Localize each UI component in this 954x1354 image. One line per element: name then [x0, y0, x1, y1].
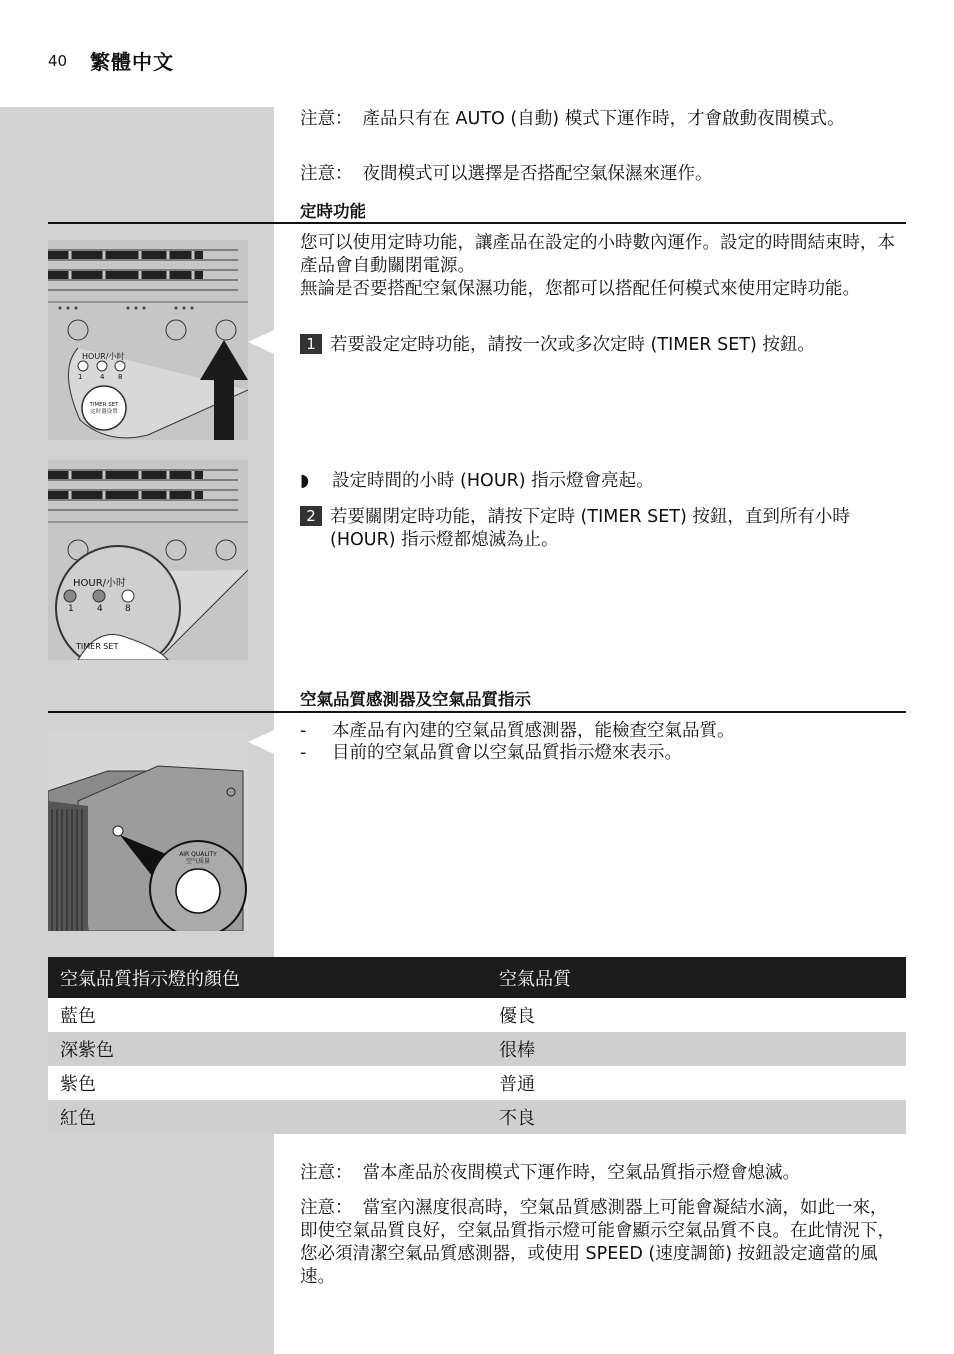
note-night-mode: 注意： 當本產品於夜間模式下運作時，空氣品質指示燈會熄滅。	[300, 1163, 800, 1183]
hour-1: 1	[68, 604, 74, 614]
air-quality-label: AIR QUALITY 空气质量	[179, 851, 217, 865]
col-header-quality: 空氣品質	[488, 957, 906, 998]
timer-set-button[interactable]: TIMER SET	[76, 642, 119, 651]
note-auto-mode: 注意： 產品只有在 AUTO (自動) 模式下運作時，才會啟動夜間模式。	[300, 109, 845, 129]
hour-8: 8	[125, 604, 131, 614]
sensor-heading: 空氣品質感測器及空氣品質指示	[300, 690, 531, 709]
heading-rule	[48, 711, 906, 713]
step-number: 1	[300, 334, 322, 354]
result-line: ◗ 設定時間的小時 (HOUR) 指示燈會亮起。	[300, 471, 654, 491]
table-row: 藍色 優良	[48, 998, 906, 1032]
figure-air-quality-sensor	[48, 731, 248, 931]
timer-set-button[interactable]: TIMER SET 定时器设置	[89, 402, 119, 415]
hour-4: 4	[100, 373, 105, 381]
table-row: 深紫色 很棒	[48, 1032, 906, 1066]
note-humidify: 注意： 夜間模式可以選擇是否搭配空氣保濕來運作。	[300, 164, 713, 184]
hour-label: HOUR/小时	[73, 578, 127, 589]
figure-pointer	[248, 730, 274, 754]
step-number: 2	[300, 506, 322, 526]
heading-rule	[48, 222, 906, 224]
timer-heading: 定時功能	[300, 202, 366, 221]
col-header-color: 空氣品質指示燈的顏色	[48, 957, 488, 998]
hour-1: 1	[78, 373, 83, 381]
control-panel-illustration	[48, 460, 248, 660]
figure-timer-press	[48, 240, 248, 440]
control-panel-illustration	[48, 240, 248, 440]
hour-8: 8	[118, 373, 123, 381]
table-row: 紅色 不良	[48, 1100, 906, 1134]
sensor-bullet-2: - 目前的空氣品質會以空氣品質指示燈來表示。	[300, 743, 682, 763]
page-number: 40	[48, 52, 68, 70]
table-header-row	[48, 957, 906, 998]
hour-4: 4	[97, 604, 103, 614]
air-quality-table	[48, 957, 906, 1134]
language-title: 繁體中文	[90, 50, 174, 74]
step-1: 1 若要設定定時功能，請按一次或多次定時 (TIMER SET) 按鈕。	[300, 334, 900, 357]
figure-hour-lights	[48, 460, 248, 660]
result-arrow-icon: ◗	[300, 471, 310, 491]
note-humidity: 注意： 當室內濕度很高時，空氣品質感測器上可能會凝結水滴，如此一來，即使空氣品質良好，空氣品質指示燈可能會顯示空氣品質不良。在此情況下，您必須清潔空氣品質感測器，或使用 SPEED (速度調節) 按鈕設定適當的風速。	[300, 1198, 895, 1287]
figure-pointer	[248, 330, 274, 354]
purifier-illustration	[48, 731, 248, 931]
timer-para-1: 您可以使用定時功能，讓產品在設定的小時數內運作。設定的時間結束時，本產品會自動關閉電源。	[300, 233, 895, 276]
sensor-bullet-1: - 本產品有內建的空氣品質感測器，能檢查空氣品質。	[300, 721, 735, 741]
step-2: 2 若要關閉定時功能，請按下定時 (TIMER SET) 按鈕，直到所有小時 (HOUR) 指示燈都熄滅為止。	[300, 506, 900, 552]
hour-label: HOUR/小时	[82, 352, 125, 361]
table-row: 紫色 普通	[48, 1066, 906, 1100]
timer-para-2: 無論是否要搭配空氣保濕功能，您都可以搭配任何模式來使用定時功能。	[300, 279, 860, 299]
